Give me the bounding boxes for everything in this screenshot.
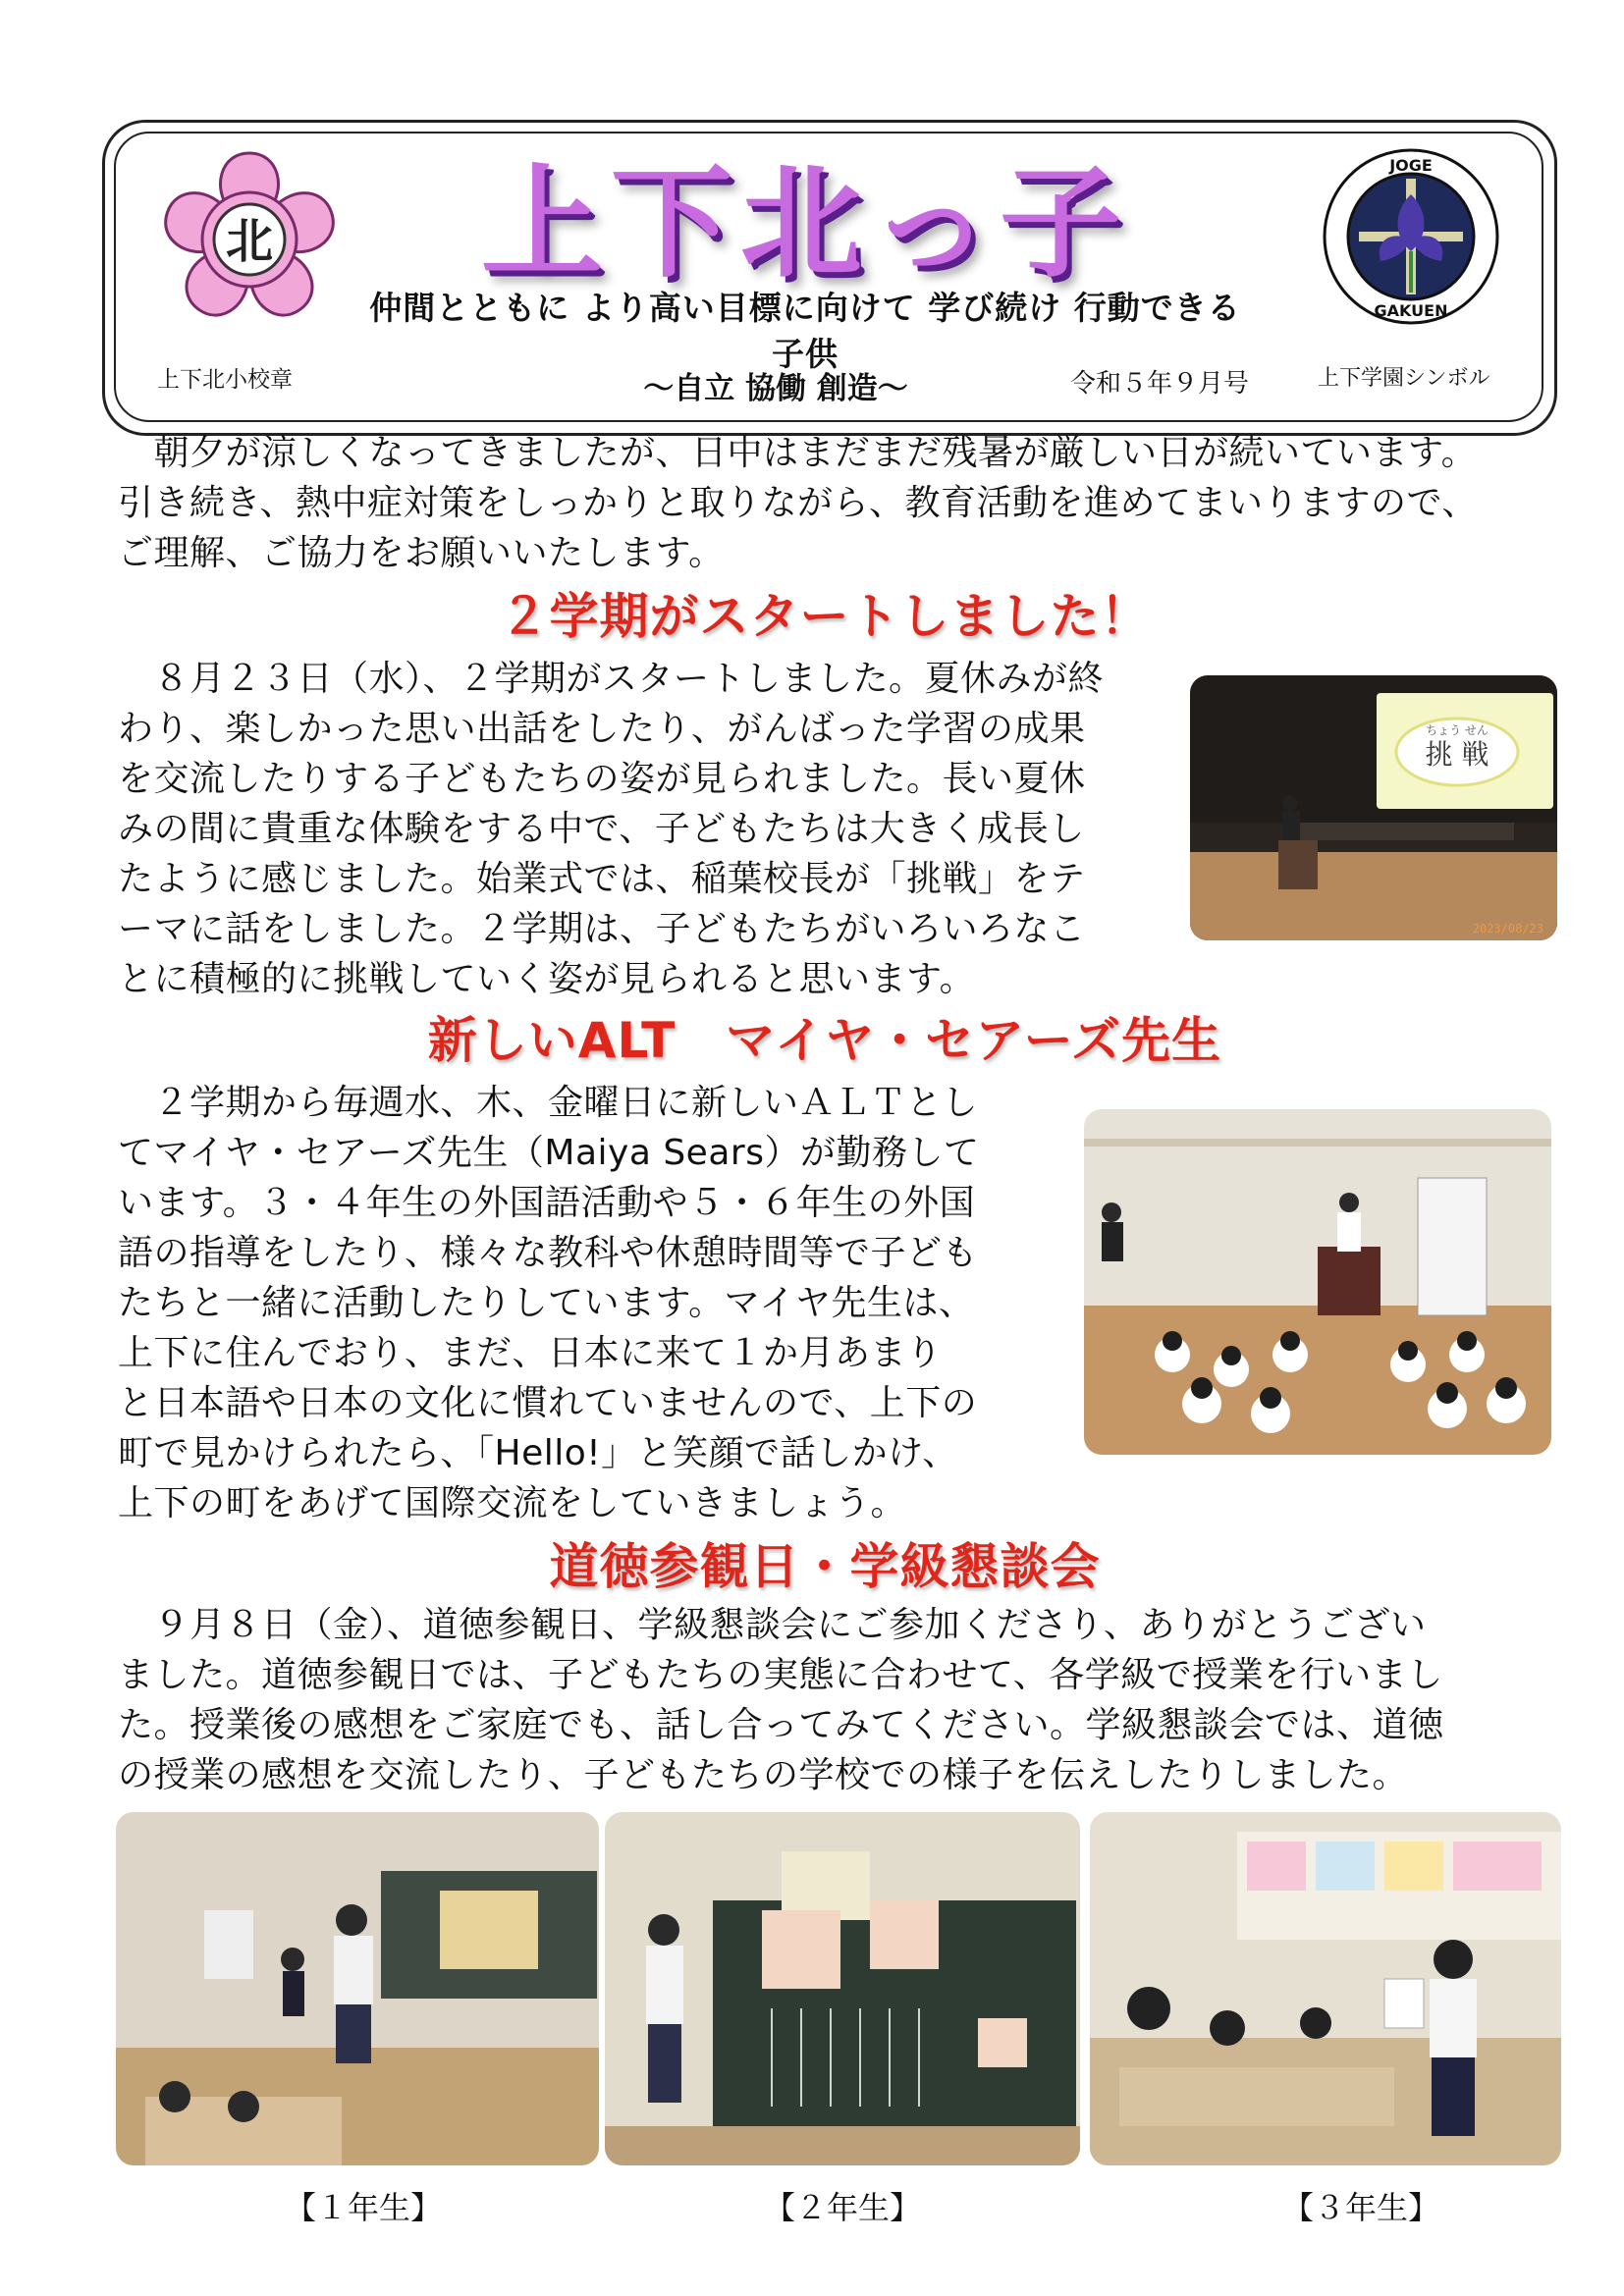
section1-line: を交流したりする子どもたちの姿が見られました。長い夏休 (118, 759, 1086, 799)
section3-paragraph (118, 1600, 1571, 1800)
section1-line: わり、楽しかった思い出話をしたり、がんばった学習の成果 (118, 709, 1086, 749)
newsletter-title: 上下北っ子 (480, 153, 1129, 294)
photo-screen-ruby: ちょう せん (1426, 723, 1489, 737)
section1-line: ８月２３日（水）、２学期がスタートしました。夏休みが終 (118, 659, 1105, 699)
school-badge-char: 北 (225, 214, 274, 269)
caption-grade2: 【２年生】 (764, 2189, 922, 2226)
section3-line: ９月８日（金）、道徳参観日、学級懇談会にご参加くださり、ありがとうござい (118, 1605, 1427, 1645)
section2-line: ２学期から毎週水、木、金曜日に新しいＡＬＴとし (118, 1083, 979, 1123)
symbol-top-text: JOGE (1389, 156, 1433, 175)
section-title-new-alt: 新しいALT マイヤ・セアーズ先生 (427, 1012, 1222, 1069)
school-slogan: ～自立 協働 創造～ (643, 371, 908, 406)
intro-line: 引き続き、熱中症対策をしっかりと取りながら、教育活動を進めてまいりますので、 (118, 483, 1478, 523)
photo-screen-text: 挑 戦 (1425, 738, 1489, 771)
section3-line: の授業の感想を交流したり、子どもたちの学校での様子を伝えしたりしました。 (118, 1755, 1409, 1795)
section3-line: た。授業後の感想をご家庭でも、話し合ってみてください。学級懇談会では、道徳 (118, 1705, 1444, 1745)
intro-line: 朝夕が涼しくなってきましたが、日中はまだまだ残暑が厳しい日が続いています。 (118, 433, 1478, 473)
opening-ceremony-photo (1190, 675, 1557, 940)
intro-paragraph (118, 428, 1591, 578)
section1-paragraph (118, 654, 1178, 1004)
section-title-term-start: ２学期がスタートしました！ (499, 588, 1151, 645)
section1-line: とに積極的に挑戦していく姿が見られると思います。 (118, 959, 976, 999)
section2-line: てマイヤ・セアーズ先生（Maiya Sears）が勤務して (118, 1133, 980, 1173)
section2-paragraph (118, 1078, 1080, 1528)
symbol-bottom-text: GAKUEN (1374, 301, 1448, 320)
school-badge-icon (157, 145, 342, 330)
intro-line: ご理解、ご協力をお願いいたします。 (118, 533, 725, 573)
section1-line: たように感じました。始業式では、稲葉校長が「挑戦」をテ (118, 859, 1086, 899)
section2-line: 町で見かけられたら、「Hello!」と笑顔で話しかけ、 (118, 1433, 958, 1473)
section2-line: たちと一緒に活動したりしています。マイヤ先生は、 (118, 1283, 975, 1323)
photo-date-stamp: 2023/08/23 (1472, 922, 1543, 935)
alt-teacher-photo (1084, 1109, 1551, 1455)
grade2-class-photo (605, 1812, 1080, 2165)
section2-line: と日本語や日本の文化に慣れていませんので、上下の (118, 1383, 978, 1423)
section1-line: みの間に貴重な体験をする中で、子どもたちは大きく成長し (118, 809, 1085, 849)
section2-line: 上下の町をあげて国際交流をしていきましょう。 (118, 1483, 907, 1523)
grade1-class-photo (116, 1812, 599, 2165)
gakuen-symbol-icon (1320, 145, 1502, 328)
section3-line: ました。道徳参観日では、子どもたちの実態に合わせて、各学級で授業を行いまし (118, 1655, 1443, 1695)
section2-line: 語の指導をしたり、様々な教科や休憩時間等で子ども (118, 1233, 979, 1273)
issue-date: 令和５年９月号 (1070, 369, 1250, 399)
section2-line: います。３・４年生の外国語活動や５・６年生の外国 (118, 1183, 976, 1223)
grade3-class-photo (1090, 1812, 1561, 2165)
school-badge-label: 上下北小校章 (157, 367, 293, 393)
section2-line: 上下に住んでおり、まだ、日本に来て１か月あまり (118, 1333, 943, 1373)
caption-grade1: 【１年生】 (285, 2189, 443, 2226)
caption-grade3: 【３年生】 (1282, 2189, 1440, 2226)
symbol-label: 上下学園シンボル (1318, 366, 1490, 391)
section-title-moral-day: 道徳参観日・学級懇談会 (549, 1538, 1101, 1595)
section1-line: ーマに話をしました。２学期は、子どもたちがいろいろなこ (118, 909, 1086, 949)
school-motto: 仲間とともに より高い目標に向けて 学び続け 行動できる子供 (369, 289, 1241, 373)
